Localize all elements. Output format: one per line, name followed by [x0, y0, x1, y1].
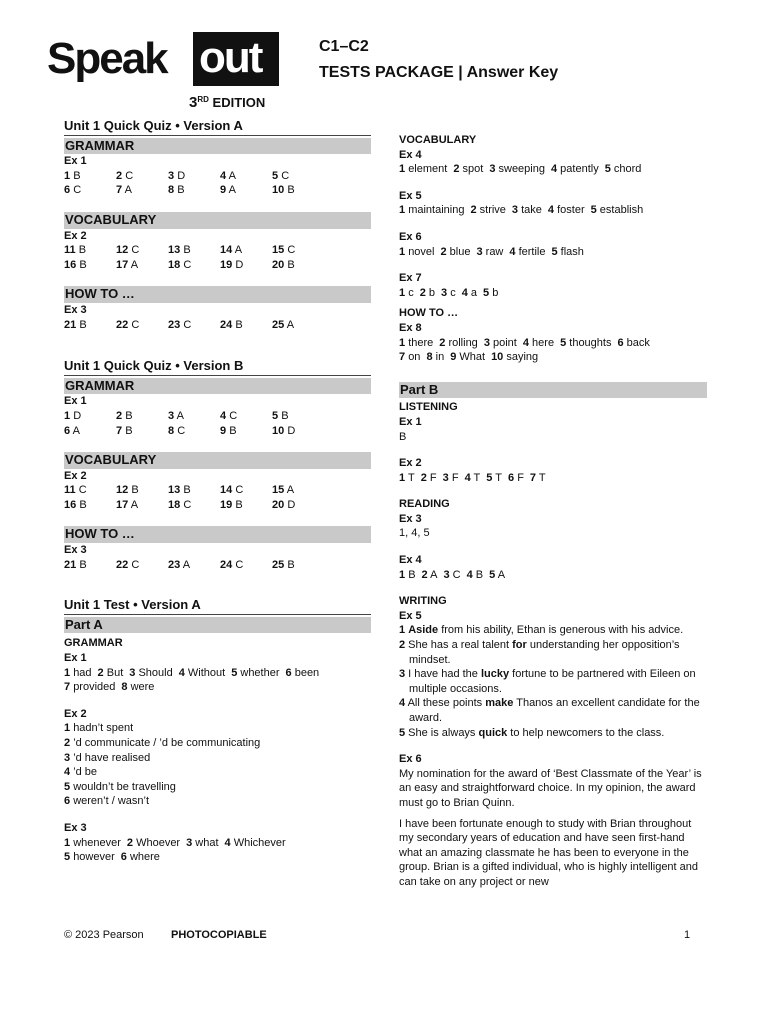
answer-item: 6 F — [508, 471, 524, 484]
answer-item: 6 back — [617, 336, 650, 349]
answer-item: 10 saying — [491, 351, 539, 364]
answer-item: 3 ’d have realised — [64, 751, 151, 764]
answer-item: 8 in — [426, 351, 445, 364]
ex-label: Ex 6 — [399, 753, 422, 766]
answer-text: B — [399, 430, 407, 443]
answer-item: 1 had — [64, 666, 92, 679]
test-a-title: Unit 1 Test • Version A — [64, 598, 371, 615]
ex-label: Ex 1 — [399, 415, 422, 428]
section-bar-vocabulary: VOCABULARY — [64, 452, 371, 469]
answer-line — [399, 568, 707, 583]
footer-copyright: © 2023 Pearson — [64, 929, 144, 941]
answer-cell: 1 D — [64, 409, 82, 422]
answer-cell: 4 A — [220, 169, 236, 182]
answer-item: 2 Whoever — [126, 836, 181, 849]
answer-item: 7 T — [529, 471, 546, 484]
answer-item: 4 ’d be — [64, 766, 98, 779]
ex-label: Ex 5 — [399, 609, 422, 622]
answer-item: 5 T — [486, 471, 502, 484]
answer-list — [64, 721, 371, 809]
answer-item: 4 T — [464, 471, 481, 484]
section-bar-grammar: GRAMMAR — [64, 138, 371, 155]
answer-cell: 5 C — [272, 169, 290, 182]
answer-item: 2 F — [420, 471, 437, 484]
answer-line — [399, 162, 707, 177]
answer-cell: 25 B — [272, 558, 295, 571]
answer-item: 5 A — [489, 568, 506, 581]
answer-item: 3 Should — [129, 666, 173, 679]
answer-cell: 25 A — [272, 318, 295, 331]
answer-cell: 8 B — [168, 184, 185, 197]
answer-cell: 1 B — [64, 169, 81, 182]
answer-item: 4 patently — [550, 163, 599, 176]
answer-cell: 20 D — [272, 498, 296, 511]
answer-item: 2 spot — [453, 163, 484, 176]
answer-item: 3 c — [441, 286, 456, 299]
answer-cell: 12 C — [116, 244, 140, 257]
answer-row — [64, 483, 371, 498]
answer-item: 3 what — [186, 836, 219, 849]
answer-cell: 5 B — [272, 409, 289, 422]
right-column — [399, 133, 707, 896]
grammar-label: GRAMMAR — [64, 637, 123, 650]
answer-cell: 15 C — [272, 244, 296, 257]
answer-row — [64, 558, 371, 573]
answer-line — [399, 336, 707, 351]
ex-label: Ex 2 — [64, 229, 87, 242]
answer-grid — [64, 169, 371, 198]
answer-item: 1 novel — [399, 245, 435, 258]
answer-grid — [64, 558, 371, 573]
speakout-logo — [47, 32, 287, 112]
answer-cell: 21 B — [64, 558, 87, 571]
answer-cell: 24 C — [220, 558, 244, 571]
answer-item: 1 element — [399, 163, 448, 176]
ex-label: Ex 1 — [64, 652, 87, 665]
answer-item: 5 however — [64, 851, 115, 864]
answer-item: 2 rolling — [439, 336, 478, 349]
answer-grid — [64, 483, 371, 512]
answer-item: 1 B — [399, 568, 416, 581]
section-bar-grammar: GRAMMAR — [64, 378, 371, 395]
writing-sentence-5: 5 She is always quick to help newcomers to the class. — [399, 726, 665, 739]
ex-label: Ex 5 — [399, 189, 422, 202]
answer-row — [64, 424, 371, 439]
answer-item: 3 take — [511, 204, 542, 217]
ex-label: Ex 3 — [399, 512, 422, 525]
answer-row — [64, 409, 371, 424]
answer-cell: 6 A — [64, 424, 80, 437]
answer-cell: 7 B — [116, 424, 133, 437]
answer-cell: 18 C — [168, 258, 192, 271]
answer-cell: 9 A — [220, 184, 236, 197]
writing-sentence-3: 3 I have had the lucky fortune to be partnered with Eileen on multiple occasions. — [399, 668, 696, 695]
answer-item: 7 provided — [64, 681, 116, 694]
answer-cell: 3 A — [168, 409, 184, 422]
answer-cell: 17 A — [116, 258, 139, 271]
answer-item: 4 Whichever — [224, 836, 286, 849]
answer-cell: 19 D — [220, 258, 244, 271]
answer-row — [64, 169, 371, 184]
answer-item: 2 blue — [440, 245, 471, 258]
left-column — [64, 119, 371, 865]
answer-item: 5 chord — [604, 163, 642, 176]
answer-item: 4 B — [466, 568, 484, 581]
answer-cell: 13 B — [168, 484, 191, 497]
answer-item: 3 raw — [476, 245, 504, 258]
answer-cell: 16 B — [64, 498, 87, 511]
logo-speak-text: Speak — [47, 34, 167, 83]
answer-cell: 22 C — [116, 318, 140, 331]
answer-item: 1 c — [399, 286, 414, 299]
answer-cell: 18 C — [168, 498, 192, 511]
answer-item: 4 Without — [178, 666, 226, 679]
answer-item: 6 weren’t / wasn’t — [64, 795, 149, 808]
answer-cell: 3 D — [168, 169, 186, 182]
ex-label: Ex 1 — [64, 155, 87, 168]
page-number: 1 — [684, 929, 691, 941]
answer-item: 8 were — [121, 681, 155, 694]
answer-row — [64, 258, 371, 273]
answer-item: 1 maintaining — [399, 204, 465, 217]
footer-photocopiable: PHOTOCOPIABLE — [171, 929, 267, 941]
vocabulary-label: VOCABULARY — [399, 134, 477, 146]
answer-grid — [64, 318, 371, 333]
answer-item: 7 on — [399, 351, 421, 364]
answer-cell: 21 B — [64, 318, 87, 331]
ex-label: Ex 3 — [64, 303, 87, 316]
answer-grid — [64, 243, 371, 272]
answer-line — [399, 471, 707, 486]
answer-cell: 2 C — [116, 169, 134, 182]
answer-cell: 23 A — [168, 558, 191, 571]
answer-cell: 12 B — [116, 484, 139, 497]
reading-label: READING — [399, 498, 450, 511]
answer-row — [64, 318, 371, 333]
essay-paragraph-2: I have been fortunate enough to study with Brian throughout my secondary years of education and have seen first-hand what an amazing classmate he has been to everyone in the group. Brian is a gifted individual, who is highly intelligent and can take on any project or new — [399, 817, 699, 888]
ex-label: Ex 6 — [399, 230, 422, 243]
answer-item: 5 wouldn’t be travelling — [64, 780, 176, 793]
writing-sentence-4: 4 All these points make Thanos an excellent candidate for the award. — [399, 697, 700, 724]
level-heading: C1–C2 — [319, 38, 369, 55]
answer-item: 3 sweeping — [489, 163, 545, 176]
essay-paragraph-1: My nomination for the award of ‘Best Classmate of the Year’ is an easy and straightforward choice. In my opinion, the award must go to Brian Quinn. — [399, 767, 702, 809]
answer-line — [399, 286, 707, 301]
answer-item: 5 thoughts — [560, 336, 612, 349]
ex-label: Ex 3 — [64, 544, 87, 557]
ex-label: Ex 4 — [399, 148, 422, 161]
answer-cell: 8 C — [168, 424, 186, 437]
answer-cell: 16 B — [64, 258, 87, 271]
section-bar-how-to: HOW TO … — [64, 286, 371, 303]
answer-cell: 9 B — [220, 424, 237, 437]
answer-line — [399, 203, 707, 218]
answer-cell: 22 C — [116, 558, 140, 571]
answer-item: 3 C — [443, 568, 461, 581]
quiz-a-title: Unit 1 Quick Quiz • Version A — [64, 119, 371, 136]
answer-line — [64, 666, 371, 681]
answer-cell: 23 C — [168, 318, 192, 331]
answer-item: 3 F — [442, 471, 459, 484]
writing-sentence-2: 2 She has a real talent for understanding her opposition’s mindset. — [399, 639, 680, 666]
answer-cell: 11 C — [64, 484, 87, 497]
answer-item: 4 fertile — [509, 245, 546, 258]
answer-item: 1 whenever — [64, 836, 121, 849]
answer-cell: 17 A — [116, 498, 139, 511]
section-bar-how-to: HOW TO … — [64, 526, 371, 543]
answer-cell: 10 D — [272, 424, 296, 437]
logo-out-box — [193, 32, 279, 86]
answer-row — [64, 243, 371, 258]
answer-cell: 2 B — [116, 409, 133, 422]
ex-label: Ex 4 — [399, 554, 422, 567]
answer-line — [64, 836, 371, 851]
answer-item: 1 there — [399, 336, 434, 349]
how-to-label: HOW TO … — [399, 307, 459, 320]
answer-cell: 20 B — [272, 258, 295, 271]
answer-row — [64, 498, 371, 513]
answer-item: 2 But — [97, 666, 124, 679]
ex-label: Ex 8 — [399, 321, 422, 334]
answer-item: 2 ’d communicate / ’d be communicating — [64, 737, 261, 749]
answer-item: 5 whether — [231, 666, 280, 679]
answer-line — [399, 245, 707, 260]
answer-cell: 11 B — [64, 244, 87, 257]
ex-label: Ex 2 — [64, 707, 87, 720]
answer-cell: 7 A — [116, 184, 132, 197]
answer-line — [64, 850, 371, 865]
ex-label: Ex 2 — [399, 457, 422, 470]
logo-out-text: out — [199, 33, 262, 82]
answer-row — [64, 183, 371, 198]
writing-sentence-1: 1 Aside from his ability, Ethan is generous with his advice. — [399, 624, 684, 637]
answer-cell: 19 B — [220, 498, 243, 511]
answer-item: 2 b — [419, 286, 435, 299]
answer-item: 2 strive — [470, 204, 506, 217]
answer-item: 5 establish — [590, 204, 644, 217]
answer-cell: 13 B — [168, 244, 191, 257]
answer-item: 2 A — [421, 568, 438, 581]
answer-cell: 10 B — [272, 184, 295, 197]
section-bar-part-b: Part B — [399, 382, 707, 399]
listening-label: LISTENING — [399, 401, 458, 414]
answer-item: 5 flash — [551, 245, 584, 258]
answer-item: 6 been — [285, 666, 320, 679]
answer-text: 1, 4, 5 — [399, 527, 430, 540]
answer-item: 1 T — [399, 471, 415, 484]
answer-cell: 24 B — [220, 318, 243, 331]
answer-cell: 14 C — [220, 484, 244, 497]
quiz-b-title: Unit 1 Quick Quiz • Version B — [64, 359, 371, 376]
writing-label: WRITING — [399, 595, 447, 608]
answer-item: 1 hadn’t spent — [64, 722, 134, 735]
answer-cell: 6 C — [64, 184, 82, 197]
answer-grid — [64, 409, 371, 438]
answer-item: 6 where — [120, 851, 160, 864]
answer-item: 4 a — [461, 286, 477, 299]
answer-line — [399, 350, 707, 365]
section-bar-part-a: Part A — [64, 617, 371, 634]
ex-label: Ex 1 — [64, 395, 87, 408]
document-title: TESTS PACKAGE | Answer Key — [319, 64, 559, 81]
ex-label: Ex 2 — [64, 469, 87, 482]
answer-line — [64, 680, 371, 695]
answer-cell: 4 C — [220, 409, 238, 422]
answer-cell: 14 A — [220, 244, 243, 257]
section-bar-vocabulary: VOCABULARY — [64, 212, 371, 229]
ex-label: Ex 3 — [64, 821, 87, 834]
answer-item: 4 here — [522, 336, 555, 349]
ex-label: Ex 7 — [399, 272, 422, 285]
answer-cell: 15 A — [272, 484, 295, 497]
answer-item: 5 b — [483, 286, 499, 299]
logo-edition: 3RD EDITION — [189, 94, 266, 111]
answer-item: 9 What — [450, 351, 486, 364]
answer-item: 3 point — [483, 336, 517, 349]
answer-item: 4 foster — [547, 204, 585, 217]
